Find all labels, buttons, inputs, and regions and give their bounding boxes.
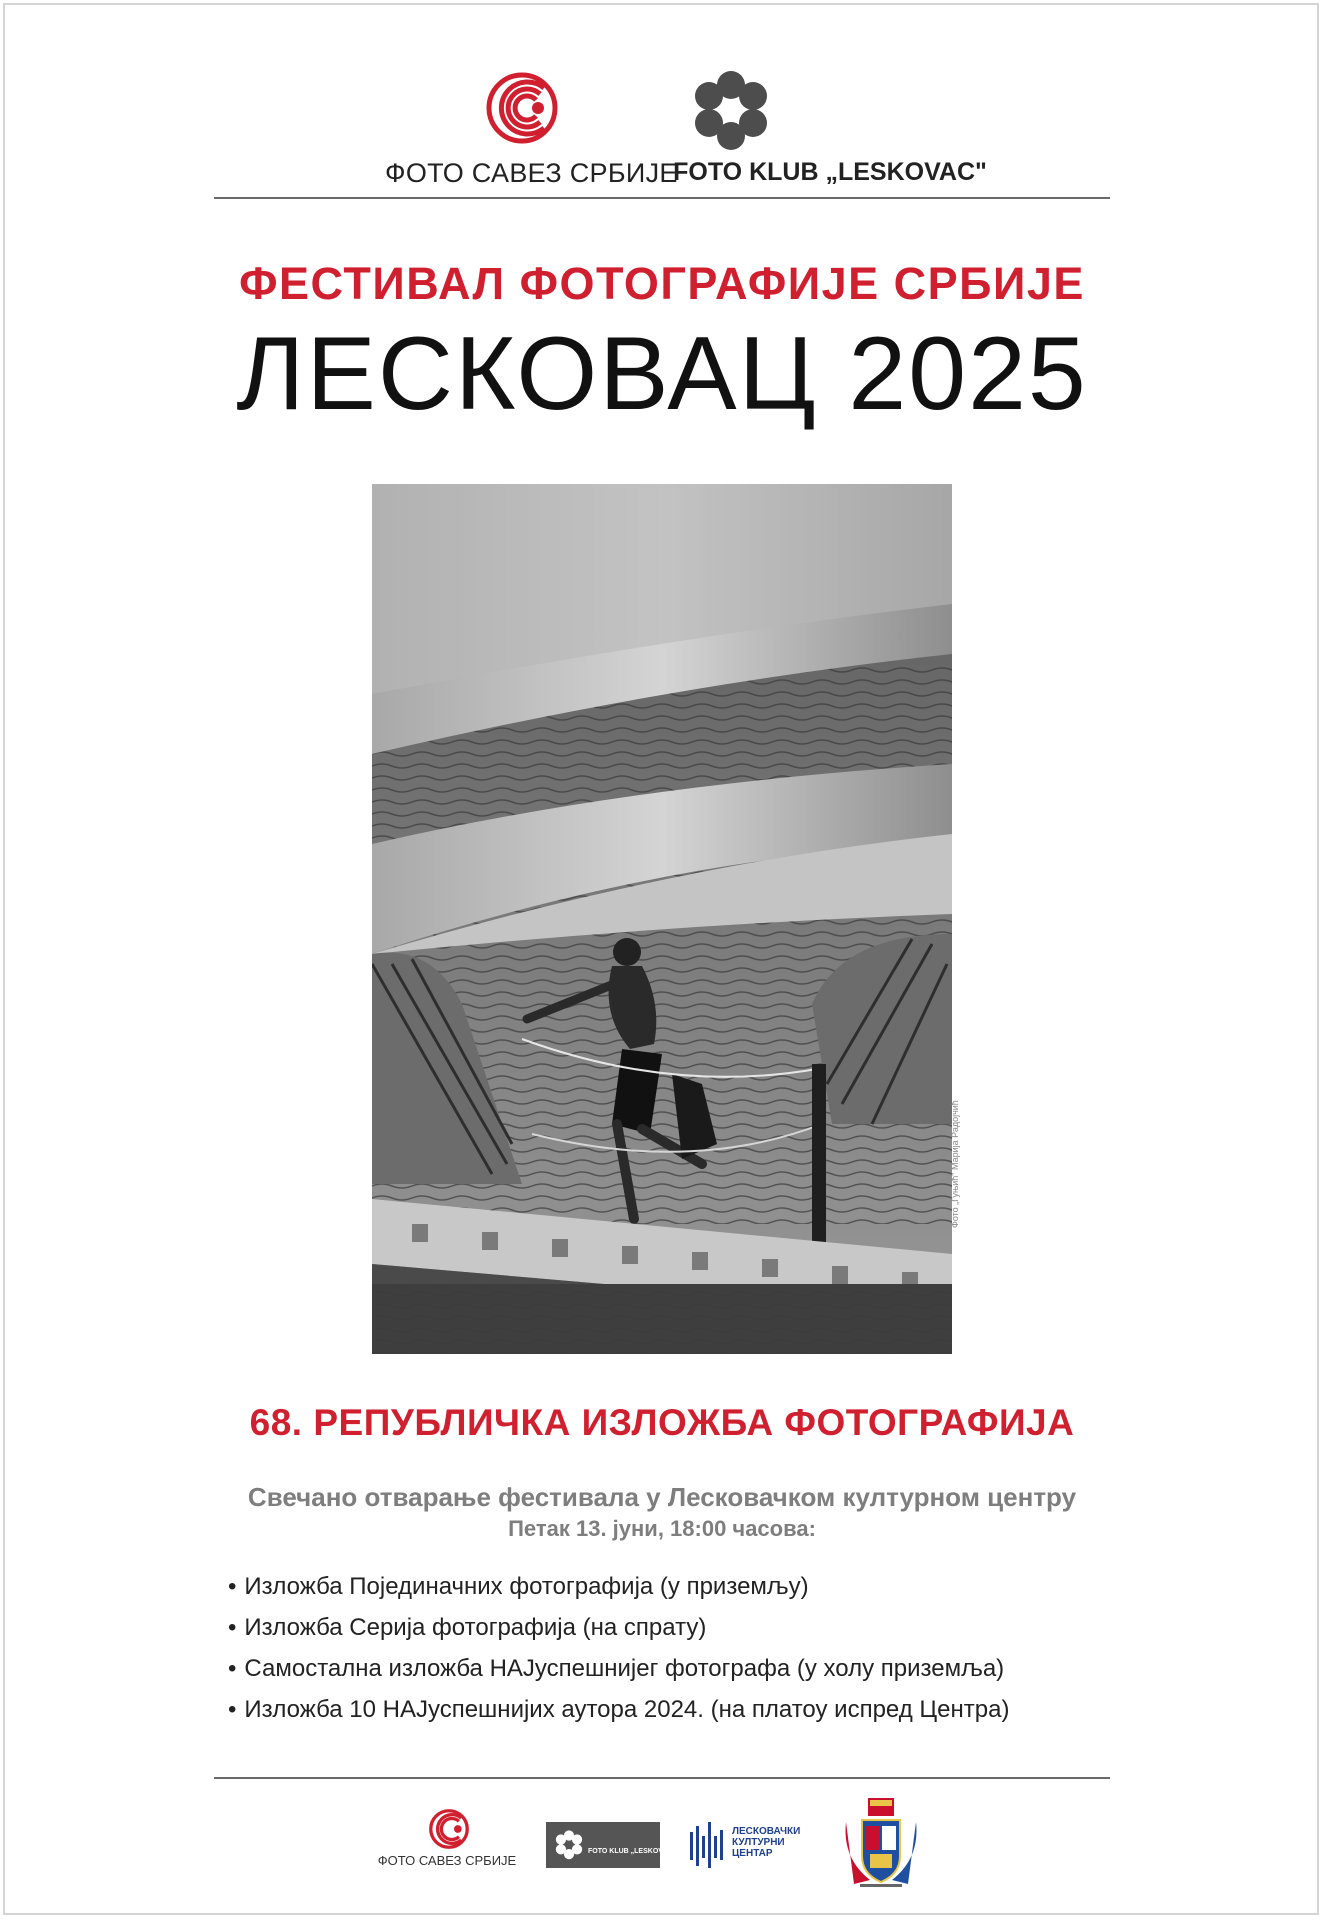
footer-flower-icon	[554, 1830, 584, 1860]
footer-foto-klub-label: FOTO KLUB „LESKOVAC"	[588, 1848, 676, 1855]
photo-credit: Фото „Гуњић" Марија Радојчић	[950, 1100, 960, 1228]
city-coat-of-arms-icon	[840, 1798, 922, 1888]
opening-text: Свечано отварање фестивала у Лесковачком културном центру	[247, 1482, 1077, 1512]
bottom-divider	[214, 1777, 1110, 1779]
opening-date: Петак 13. јуни, 18:00 часова:	[508, 1516, 816, 1541]
list-item: • Самостална изложба НАЈуспешнијег фотографа (у холу приземља)	[228, 1648, 1128, 1689]
foto-savez-srbije-logo	[486, 70, 558, 146]
list-item: • Изложба Серија фотографија (на спрату)	[228, 1607, 1128, 1648]
list-item: • Изложба Појединачних фотографија (у приземљу)	[228, 1566, 1128, 1607]
footer-kulturni-centar-logo	[690, 1822, 726, 1868]
festival-title: ФЕСТИВАЛ ФОТОГРАФИЈЕ СРБИЈЕ	[239, 258, 1085, 309]
footer-foto-savez-label: ФОТО САВЕЗ СРБИЈЕ	[377, 1853, 517, 1868]
foto-klub-leskovac-label: FOTO KLUB „LESKOVAC"	[673, 158, 987, 186]
exhibition-list	[228, 1566, 1128, 1730]
footer-foto-savez-logo	[427, 1808, 471, 1850]
festival-photograph	[372, 484, 952, 1354]
foto-klub-leskovac-logo	[690, 70, 772, 152]
exhibition-title: 68. РЕПУБЛИЧКА ИЗЛОЖБА ФОТОГРАФИЈА	[249, 1402, 1075, 1443]
foto-savez-srbije-label: ФОТО САВЕЗ СРБИЈЕ	[385, 158, 678, 188]
footer-foto-klub-logo	[546, 1822, 676, 1868]
list-item: • Изложба 10 НАЈуспешнијих аутора 2024. (на платоу испред Центра)	[228, 1689, 1128, 1730]
footer-kulturni-centar-label: ЛЕСКОВАЧКИ КУЛТУРНИ ЦЕНТАР	[732, 1826, 801, 1859]
city-year-title: ЛЕСКОВАЦ 2025	[236, 316, 1088, 432]
top-divider	[214, 197, 1110, 199]
